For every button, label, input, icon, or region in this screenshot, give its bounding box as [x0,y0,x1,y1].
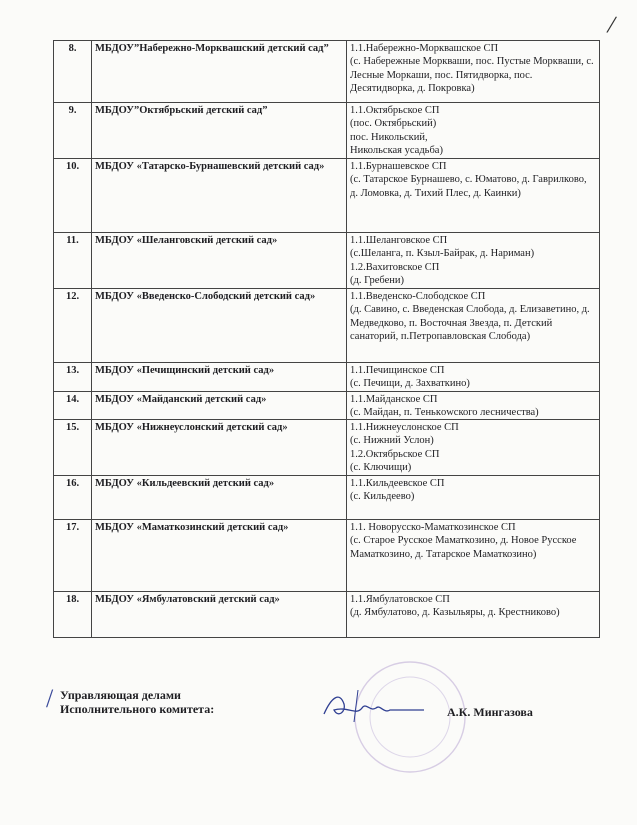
service-area: 1.1.Майданское СП (с. Майдан, п. Тенькowского лесничества) [347,391,600,420]
kindergarten-name: МБДОУ «Шеланговский детский сад» [92,233,347,289]
kindergarten-name: МБДОУ «Маматкозинский детский сад» [92,520,347,592]
kindergarten-name: МБДОУ”Октябрьский детский сад” [92,103,347,159]
row-number: 17. [54,520,92,592]
kindergarten-name: МБДОУ «Введенско-Слободский детский сад» [92,289,347,363]
kindergarten-name: МБДОУ «Нижнеуслонский детский сад» [92,420,347,476]
kindergarten-name: МБДОУ «Татарско-Бурнашевский детский сад» [92,159,347,233]
service-area: 1.1.Кильдеевское СП (с. Кильдеево) [347,476,600,520]
service-area: 1.1.Ямбулатовское СП (д. Ямбулатово, д. Казыльяры, д. Крестниково) [347,592,600,638]
service-area: 1.1.Введенско-Слободское СП (д. Савино, с. Введенская Слобода, д. Елизаветино, д. Медведково, п. Восточная Звезда, п. Детский санаторий, п.Петропавловская Слобода) [347,289,600,363]
handwritten-signature [318,686,430,726]
kindergarten-name: МБДОУ «Печищинский детский сад» [92,363,347,392]
kindergarten-name: МБДОУ «Майданский детский сад» [92,391,347,420]
signatory-title-line1: Управляющая делами [60,688,181,702]
kindergarten-name: МБДОУ «Кильдеевский детский сад» [92,476,347,520]
signatory-name: А.К. Мингазова [447,705,533,719]
table-row [54,476,600,520]
service-area: 1.1. Новорусско-Маматкозинское СП (с. Старое Русское Маматкозино, д. Новое Русское Маматкозино, д. Татарское Маматкозино) [347,520,600,592]
table-row [54,289,600,363]
table-row [54,391,600,420]
row-number: 11. [54,233,92,289]
service-area: 1.1.Бурнашевское СП (с. Татарское Бурнашево, с. Юматово, д. Гаврилково, д. Ломовка, д. Тихий Плес, д. Каинки) [347,159,600,233]
row-number: 16. [54,476,92,520]
signature-block [46,684,610,748]
row-number: 10. [54,159,92,233]
row-number: 18. [54,592,92,638]
service-area: 1.1.Шеланговское СП (с.Шеланга, п. Кзыл-Байрак, д. Нариман) 1.2.Вахитовское СП (д. Гребени) [347,233,600,289]
table-row [54,363,600,392]
row-number: 8. [54,41,92,103]
row-number: 9. [54,103,92,159]
row-number: 14. [54,391,92,420]
margin-bracket: / [46,684,54,713]
table-row [54,159,600,233]
kindergarten-table [53,40,600,638]
service-area: 1.1.Набережно-Морквашское СП (с. Набережные Моркваши, пос. Пустые Моркваши, с. Лесные Моркаши, пос. Пятидворка, пос. Десятидворка, д. Покровка) [347,41,600,103]
table-row [54,420,600,476]
corner-mark: / [604,9,619,40]
table-row [54,41,600,103]
signatory-title [60,688,214,716]
row-number: 15. [54,420,92,476]
service-area: 1.1.Октябрьское СП (пос. Октябрьский) пос. Никольский, Никольская усадьба) [347,103,600,159]
kindergarten-name: МБДОУ”Набережно-Морквашский детский сад” [92,41,347,103]
signatory-title-line2: Исполнительного комитета: [60,702,215,716]
table-row [54,103,600,159]
service-area: 1.1.Печищинское СП (с. Печищи, д. Захваткино) [347,363,600,392]
table-row [54,233,600,289]
service-area: 1.1.Нижнеуслонское СП (с. Нижний Услон) 1.2.Октябрьское СП (с. Ключищи) [347,420,600,476]
row-number: 13. [54,363,92,392]
table-row [54,592,600,638]
kindergarten-name: МБДОУ «Ямбулатовский детский сад» [92,592,347,638]
row-number: 12. [54,289,92,363]
table-row [54,520,600,592]
